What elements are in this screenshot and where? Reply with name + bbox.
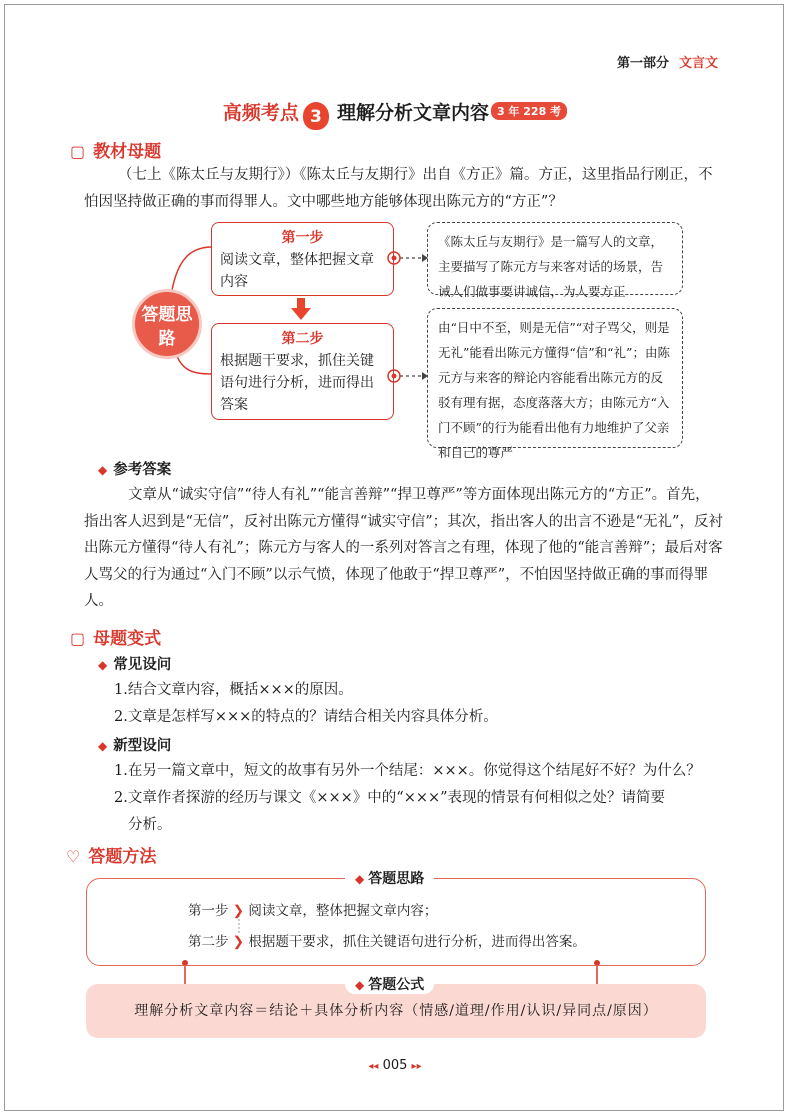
step1-title: 第一步 bbox=[281, 230, 324, 246]
step2-box bbox=[211, 323, 394, 420]
diamond-icon: ◆ bbox=[98, 739, 108, 753]
step2-text: 根据题干要求，抓住关键语句进行分析，进而得出答案 bbox=[220, 353, 374, 413]
common-item-1: 1.结合文章内容，概括×××的原因。 bbox=[114, 682, 353, 698]
step2-desc: 根据题干要求，抓住关键语句进行分析，进而得出答案。 bbox=[248, 934, 586, 950]
method-step1 bbox=[188, 899, 437, 919]
lightbulb-icon: ♡ bbox=[66, 847, 81, 866]
part-label: 第一部分 bbox=[616, 56, 669, 71]
title-prefix: 高频考点 bbox=[222, 102, 299, 124]
frequency-badge: 3 年 228 考 bbox=[491, 102, 567, 120]
diamond-icon: ◆ bbox=[355, 872, 365, 886]
magnifier-book-icon: ▢ bbox=[70, 629, 86, 648]
new-item-2-cont: 分析。 bbox=[128, 817, 172, 833]
answer-paragraph: 文章从“诚实守信”“待人有礼”“能言善辩”“捍卫尊严”等方面体现出陈元方的“方正”。首先，指出客人迟到是“无信”，反衬出陈元方懂得“诚实守信”；其次，指出客人的出言不逊是“无礼”，反衬出陈元方懂得“待人有礼”；陈元方与客人的一系列对答言之有理，体现了他的“能言善辩”；最后对客人骂父的行为通过“入门不顾”以示气愤，体现了他敢于“捍卫尊严”，不怕因坚持做正确的事而得罪人。 bbox=[84, 487, 723, 609]
method-heading-text: 答题方法 bbox=[88, 847, 157, 867]
common-item-2: 2.文章是怎样写×××的特点的？请结合相关内容具体分析。 bbox=[114, 709, 498, 725]
answer-heading-text: 参考答案 bbox=[113, 462, 172, 478]
diamond-icon: ◆ bbox=[98, 658, 108, 672]
diamond-icon: ◆ bbox=[98, 463, 108, 477]
approach-pill bbox=[345, 868, 434, 888]
question-paragraph: （七上《陈太丘与友期行》）《陈太丘与友期行》出自《方正》篇。方正，这里指品行刚正，不怕因坚持做正确的事而得罪人。文中哪些地方能够体现出陈元方的“方正”？ bbox=[84, 167, 713, 210]
title-main: 理解分析文章内容 bbox=[336, 102, 489, 124]
diamond-icon: ◆ bbox=[355, 978, 365, 992]
jiaocai-heading-text: 教材母题 bbox=[93, 142, 162, 162]
formula-pill bbox=[345, 974, 434, 994]
step1-label: 第一步 bbox=[188, 903, 229, 919]
common-label: 常见设问 bbox=[113, 657, 172, 673]
new-question-heading bbox=[98, 734, 171, 755]
step1-box bbox=[211, 222, 394, 296]
newtype-label: 新型设问 bbox=[113, 738, 172, 754]
arrow-circle-icon: ❯ bbox=[232, 903, 245, 919]
book-icon: ▢ bbox=[70, 142, 86, 161]
left-arrows-icon: ◂◂ bbox=[368, 1061, 379, 1072]
answer-heading bbox=[98, 458, 171, 479]
common-question-heading bbox=[98, 653, 171, 674]
page-number-text: 005 bbox=[382, 1058, 408, 1073]
method-step2 bbox=[188, 930, 586, 950]
approach-label: 答题思路 bbox=[368, 871, 425, 887]
section-label: 文言文 bbox=[678, 56, 718, 71]
approach-circle: 答题思路 bbox=[132, 289, 202, 359]
step2-title: 第二步 bbox=[281, 331, 324, 347]
step1-desc: 阅读文章，整体把握文章内容； bbox=[248, 903, 438, 919]
section-variants-heading bbox=[70, 624, 161, 649]
new-item-2: 2.文章作者探游的经历与课文《×××》中的“×××”表现的情景有何相似之处？请简要 bbox=[114, 790, 666, 806]
page-number bbox=[0, 1058, 790, 1073]
step1-text: 阅读文章，整体把握文章内容 bbox=[220, 252, 374, 290]
new-item-1: 1.在另一篇文章中，短文的故事有另外一个结尾：×××。你觉得这个结尾好不好？为什么？ bbox=[114, 763, 701, 779]
step2-label: 第二步 bbox=[188, 934, 229, 950]
note2-box: 由“日中不至，则是无信”“对子骂父，则是无礼”能看出陈元方懂得“信”和“礼”；由陈元方与来客的辩论内容能看出陈元方的反驳有理有据，态度落落大方；由陈元方“入门不顾”的行为能看出他有力地维护了父亲和自己的尊严 bbox=[427, 308, 683, 448]
section-method-heading bbox=[66, 842, 156, 867]
formula-label: 答题公式 bbox=[368, 977, 425, 993]
formula-box: 理解分析文章内容＝结论＋具体分析内容（情感/道理/作用/认识/异同点/原因） bbox=[86, 984, 706, 1038]
variants-heading-text: 母题变式 bbox=[93, 629, 162, 649]
note1-box: 《陈太丘与友期行》是一篇写人的文章，主要描写了陈元方与来客对话的场景，告诫人们做事要讲诚信，为人要方正 bbox=[427, 222, 683, 295]
flame-number-icon: 3 bbox=[303, 102, 329, 130]
approach-box bbox=[86, 878, 706, 966]
arrow-circle-icon: ❯ bbox=[232, 934, 245, 950]
right-arrows-icon: ▸▸ bbox=[411, 1061, 422, 1072]
